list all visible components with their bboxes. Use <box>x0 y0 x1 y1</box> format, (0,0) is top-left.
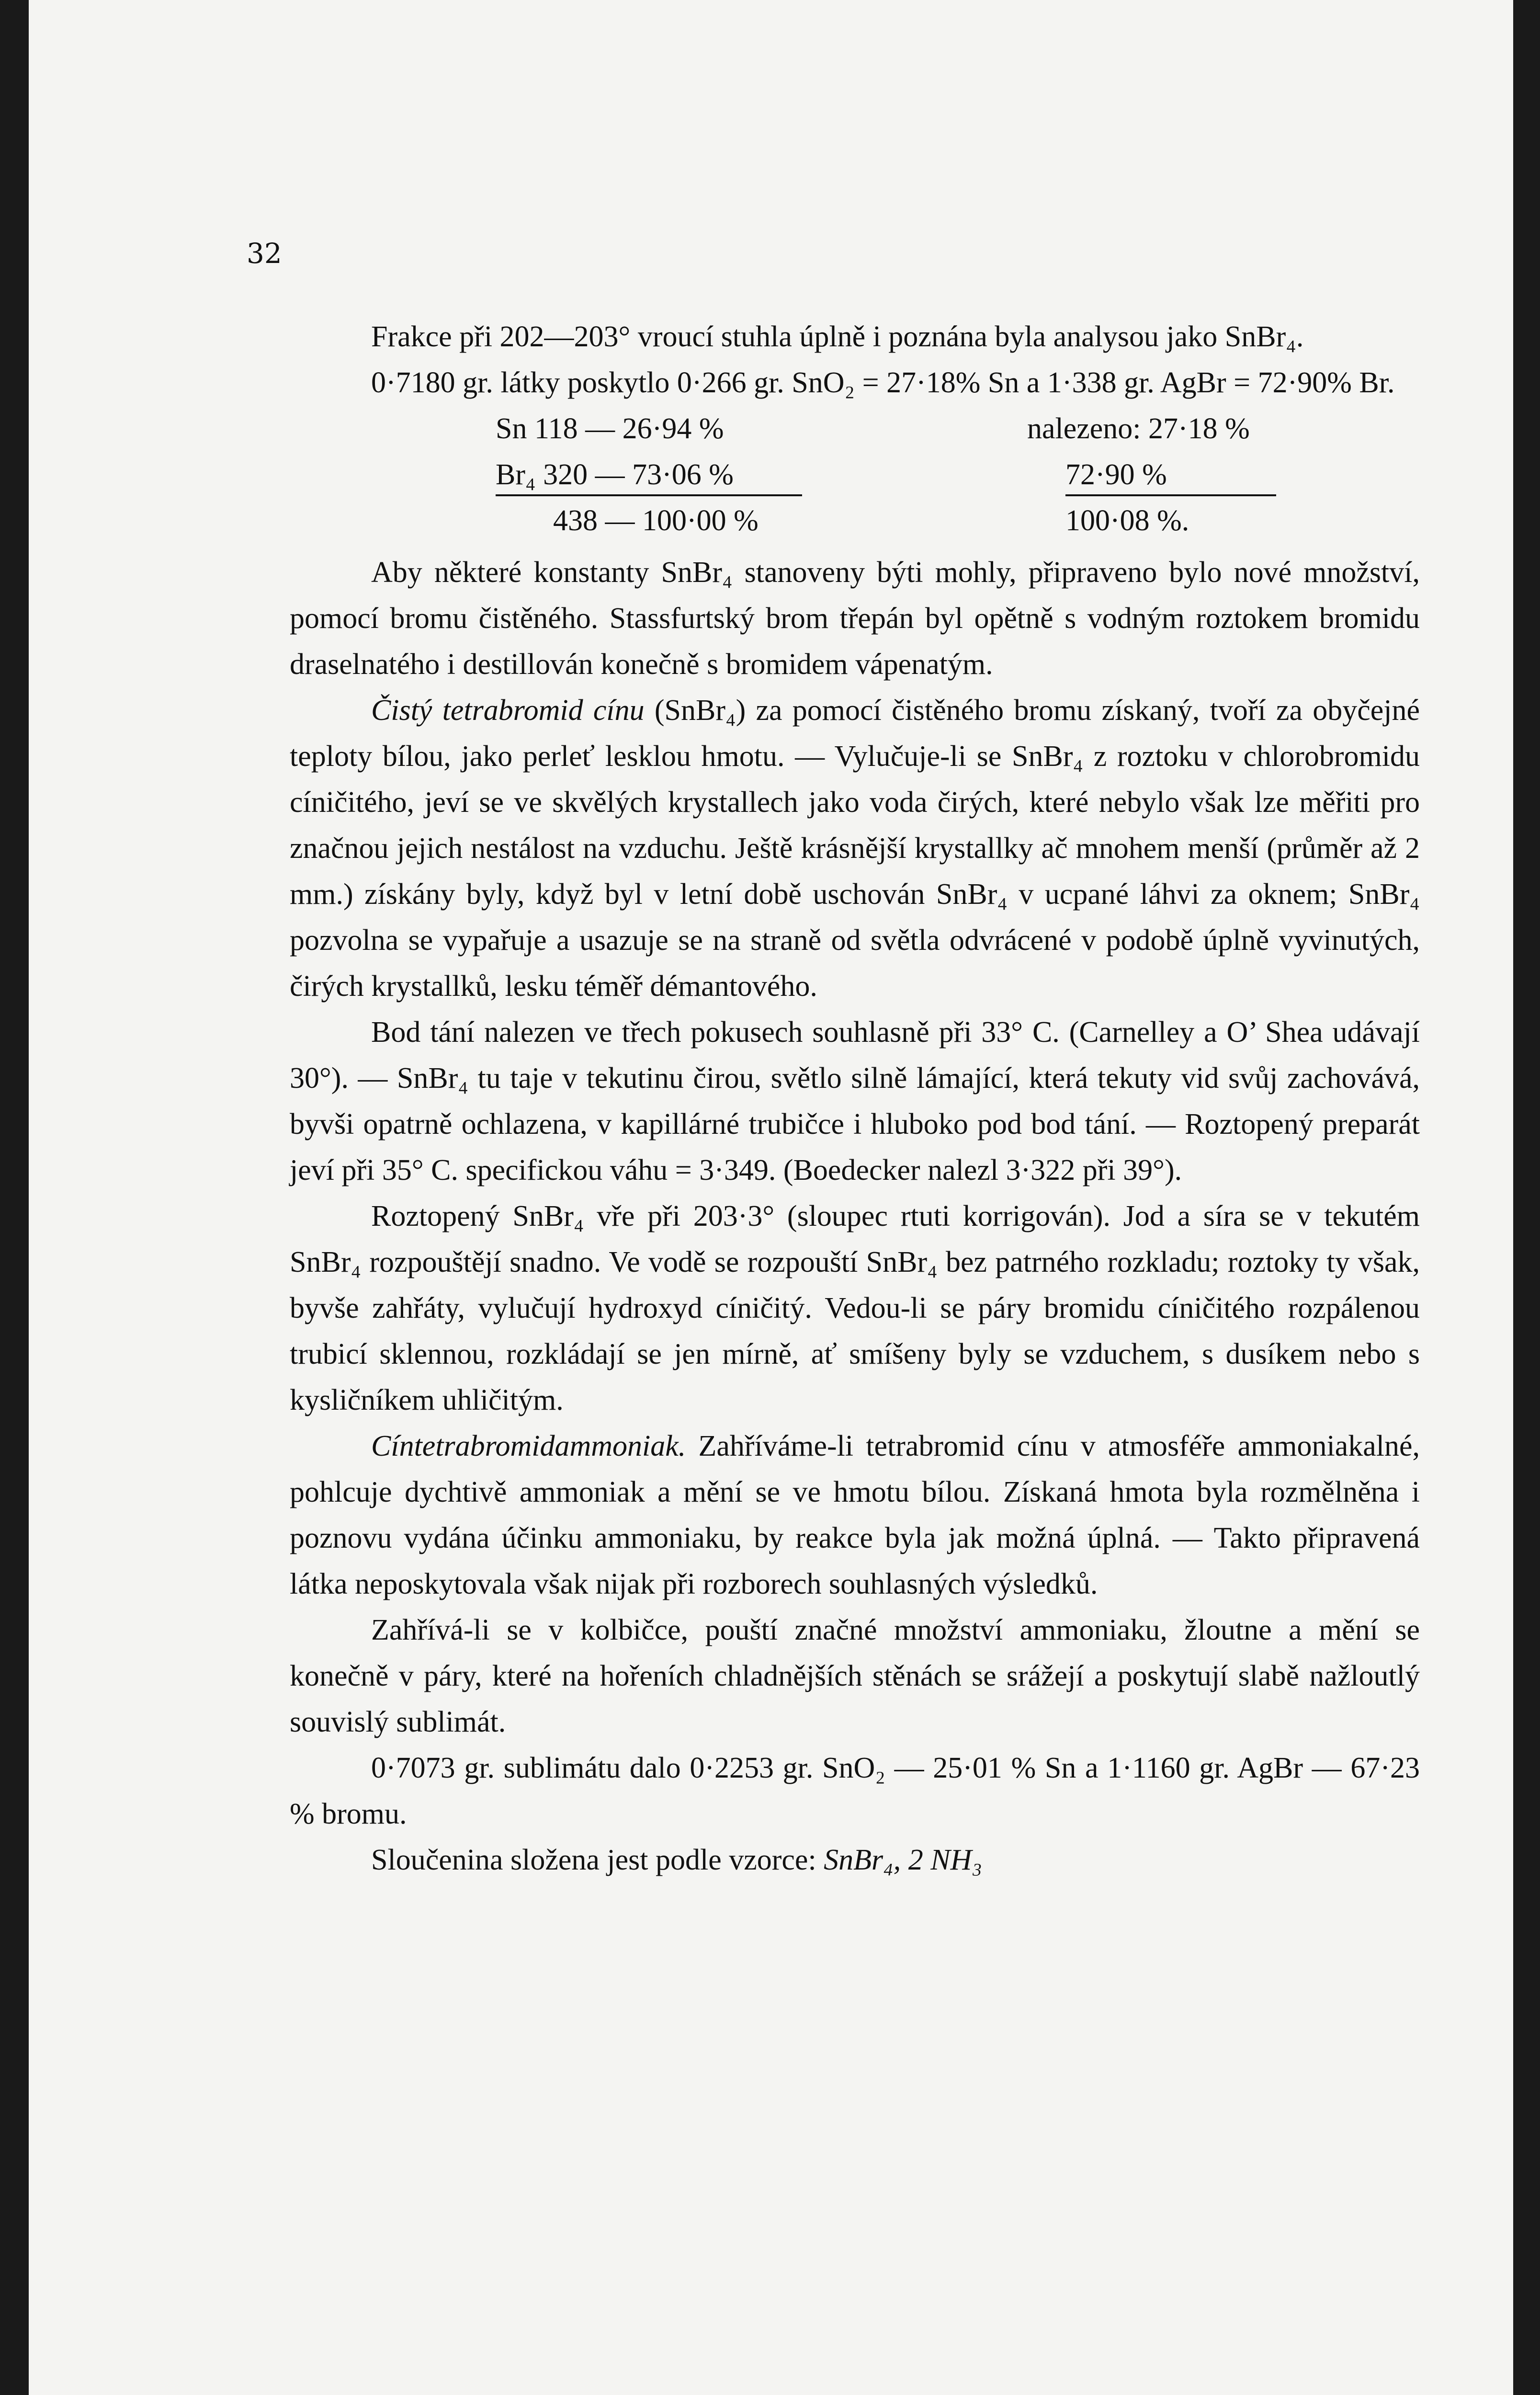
body-text <box>290 314 1420 1883</box>
calc-row3-col2: 100·08 %. <box>1065 504 1189 537</box>
paragraph-7-title: Cíntetrabromidammoniak. <box>371 1430 686 1462</box>
sum-line-right <box>1065 494 1276 496</box>
paragraph-3: Aby některé konstanty SnBr₄ stanoveny býti mohly, připraveno bylo nové množství, pomocí bromu čistěného. Stassfurtský brom třepán byl opětně s vodným roztokem bromidu draselnatého i destillován konečně s bromidem vápenatým. <box>290 556 1420 681</box>
formula: SnBr₄, 2 NH₃ <box>824 1844 982 1876</box>
calc-row1-col1: Sn 118 — 26·94 % <box>496 412 724 445</box>
analysis-calculation <box>496 406 1420 549</box>
sum-line-left <box>496 494 802 496</box>
paragraph-6: Roztopený SnBr₄ vře při 203·3° (sloupec rtuti korrigován). Jod a síra se v tekutém SnBr₄ rozpouštějí snadno. Ve vodě se rozpouští SnBr₄ bez patrného rozkladu; roztoky ty však, byvše zahřáty, vylučují hydroxyd cíničitý. Vedou-li se páry bromidu cíničitého rozpálenou trubicí sklennou, rozkládají se jen mírně, ať smíšeny byly se vzduchem, s dusíkem nebo s kysličníkem uhličitým. <box>290 1200 1420 1416</box>
paragraph-1: Frakce při 202—203° vroucí stuhla úplně i poznána byla analysou jako SnBr₄. <box>371 320 1304 353</box>
paragraph-4-title: Čistý tetrabromid cínu <box>371 694 645 727</box>
paragraph-8: Zahřívá-li se v kolbičce, pouští značné množství ammoniaku, žloutne a mění se konečně v páry, které na hořeních chladnějších stěnách se srážejí a poskytují slabě nažloutlý souvislý sublimát. <box>290 1614 1420 1738</box>
page <box>29 0 1513 2395</box>
paragraph-5: Bod tání nalezen ve třech pokusech souhlasně při 33° C. (Carnelley a O’ Shea udávají 30°). — SnBr₄ tu taje v tekutinu čirou, světlo silně lámající, která tekuty vid svůj zachovává, byvši opatrně ochlazena, v kapillárné trubičce i hluboko pod bod tání. — Roztopený preparát jeví při 35° C. specifickou váhu = 3·349. (Boedecker nalezl 3·322 při 39°). <box>290 1016 1420 1186</box>
calc-row3-col1: 438 — 100·00 % <box>553 504 759 537</box>
paragraph-10 <box>290 1837 1420 1883</box>
paragraph-4 <box>290 687 1420 1009</box>
paragraph-2: 0·7180 gr. látky poskytlo 0·266 gr. SnO₂ = 27·18% Sn a 1·338 gr. AgBr = 72·90% Br. <box>371 366 1395 399</box>
page-number: 32 <box>247 237 282 270</box>
paragraph-7-text: Zahříváme-li tetrabromid cínu v atmosféře ammoniakalné, pohlcuje dychtivě ammoniak a mění se ve hmotu bílou. Získaná hmota byla rozmělněna i poznovu vydána účinku ammoniaku, by reakce byla jak možná úplná. — Takto připravená látka neposkytovala však nijak při rozborech souhlasných výsledků. <box>290 1430 1420 1600</box>
formula-intro: Sloučenina složena jest podle vzorce: <box>371 1844 816 1876</box>
calc-row2-col2: 72·90 % <box>1065 458 1167 491</box>
calc-row2-col1: Br₄ 320 — 73·06 % <box>496 458 734 491</box>
paragraph-9: 0·7073 gr. sublimátu dalo 0·2253 gr. SnO₂ — 25·01 % Sn a 1·1160 gr. AgBr — 67·23 % bromu. <box>290 1752 1420 1830</box>
paragraph-7 <box>290 1423 1420 1607</box>
calc-row1-col2: nalezeno: 27·18 % <box>1027 412 1250 445</box>
paragraph-4-text: (SnBr₄) za pomocí čistěného bromu získaný, tvoří za obyčejné teploty bílou, jako perleť lesklou hmotu. — Vylučuje-li se SnBr₄ z roztoku v chlorobromidu cíničitého, jeví se ve skvělých krystallech jako voda čirých, které nebylo však lze měřiti pro značnou jejich nestálost na vzduchu. Ještě krásnější krystallky ač mnohem menší (průměr až 2 mm.) získány byly, když byl v letní době uschován SnBr₄ v ucpané láhvi za oknem; SnBr₄ pozvolna se vypařuje a usazuje se na straně od světla odvrácené v podobě úplně vyvinutých, čirých krystallků, lesku téměř démantového. <box>290 694 1420 1003</box>
